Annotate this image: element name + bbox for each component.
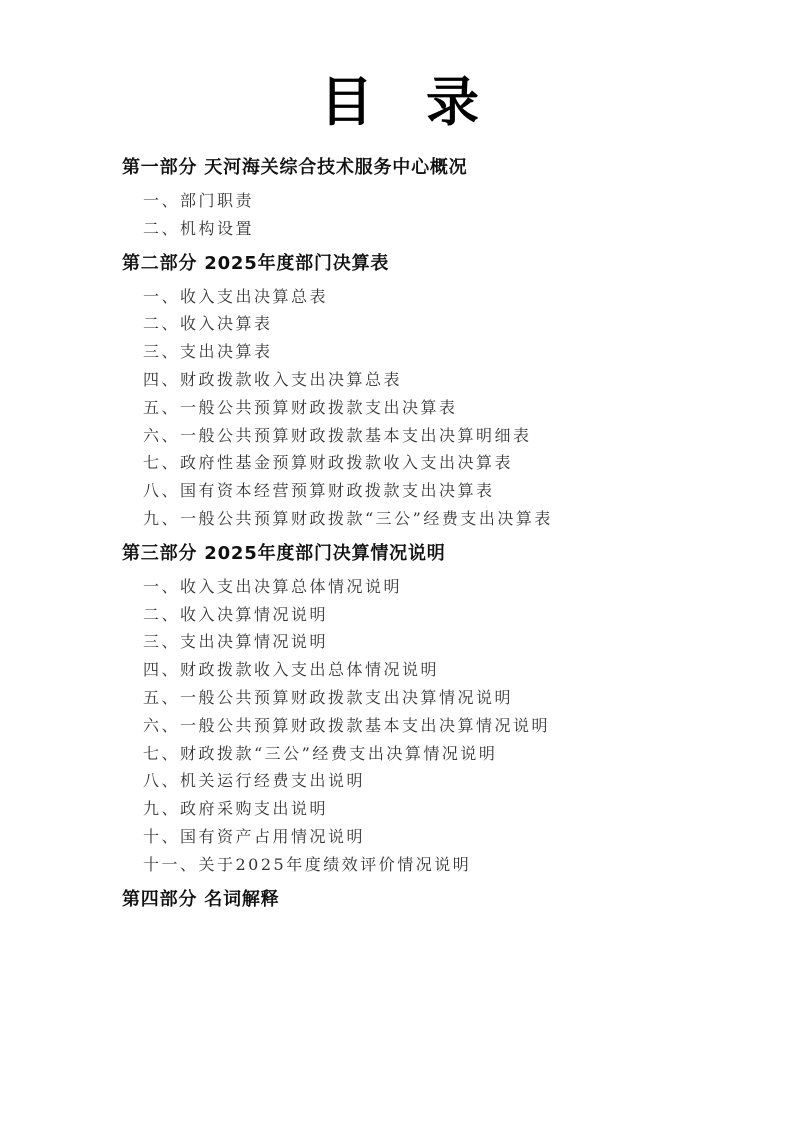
toc-section-heading: 第二部分 2025年度部门决算表 [122, 252, 390, 274]
toc-section-1 [122, 154, 762, 243]
toc-section-heading: 第一部分 天河海关综合技术服务中心概况 [122, 157, 468, 178]
toc-section-heading: 第三部分 2025年度部门决算情况说明 [122, 542, 446, 564]
toc-entry: 九、政府采购支出说明 [143, 799, 329, 819]
toc-entry-list [122, 283, 762, 533]
toc-entry: 二、收入决算情况说明 [143, 604, 329, 624]
toc-entry: 一、收入支出决算总体情况说明 [143, 576, 403, 596]
toc-section-heading: 第四部分 名词解释 [122, 888, 280, 910]
table-of-contents [122, 154, 762, 914]
toc-entry: 十一、关于2025年度绩效评价情况说明 [143, 854, 472, 874]
toc-section-2 [122, 250, 762, 533]
page-title: 目 录 [320, 71, 479, 133]
toc-entry: 四、财政拨款收入支出总体情况说明 [143, 660, 440, 680]
toc-entry: 一、部门职责 [143, 191, 255, 210]
toc-section-4 [122, 886, 762, 914]
toc-entry: 八、国有资本经营预算财政拨款支出决算表 [143, 481, 495, 501]
toc-entry: 五、一般公共预算财政拨款支出决算表 [143, 397, 458, 417]
toc-entry: 二、收入决算表 [143, 314, 273, 334]
toc-entry: 七、政府性基金预算财政拨款收入支出决算表 [143, 453, 514, 473]
toc-entry: 十、国有资产占用情况说明 [143, 826, 366, 846]
toc-entry: 三、支出决算情况说明 [143, 632, 329, 652]
toc-entry: 一、收入支出决算总表 [143, 286, 329, 306]
toc-entry: 六、一般公共预算财政拨款基本支出决算情况说明 [143, 715, 551, 735]
toc-entry: 二、机构设置 [143, 218, 255, 238]
toc-entry: 七、财政拨款“三公”经费支出决算情况说明 [143, 743, 498, 763]
toc-entry-list [122, 187, 762, 243]
toc-entry: 八、机关运行经费支出说明 [143, 771, 366, 791]
toc-section-3 [122, 540, 762, 879]
toc-entry: 九、一般公共预算财政拨款“三公”经费支出决算表 [143, 508, 553, 528]
toc-entry: 三、支出决算表 [143, 342, 273, 362]
toc-entry: 六、一般公共预算财政拨款基本支出决算明细表 [143, 425, 532, 445]
toc-entry: 四、财政拨款收入支出决算总表 [143, 369, 403, 389]
toc-entry: 五、一般公共预算财政拨款支出决算情况说明 [143, 687, 514, 707]
toc-entry-list [122, 573, 762, 879]
